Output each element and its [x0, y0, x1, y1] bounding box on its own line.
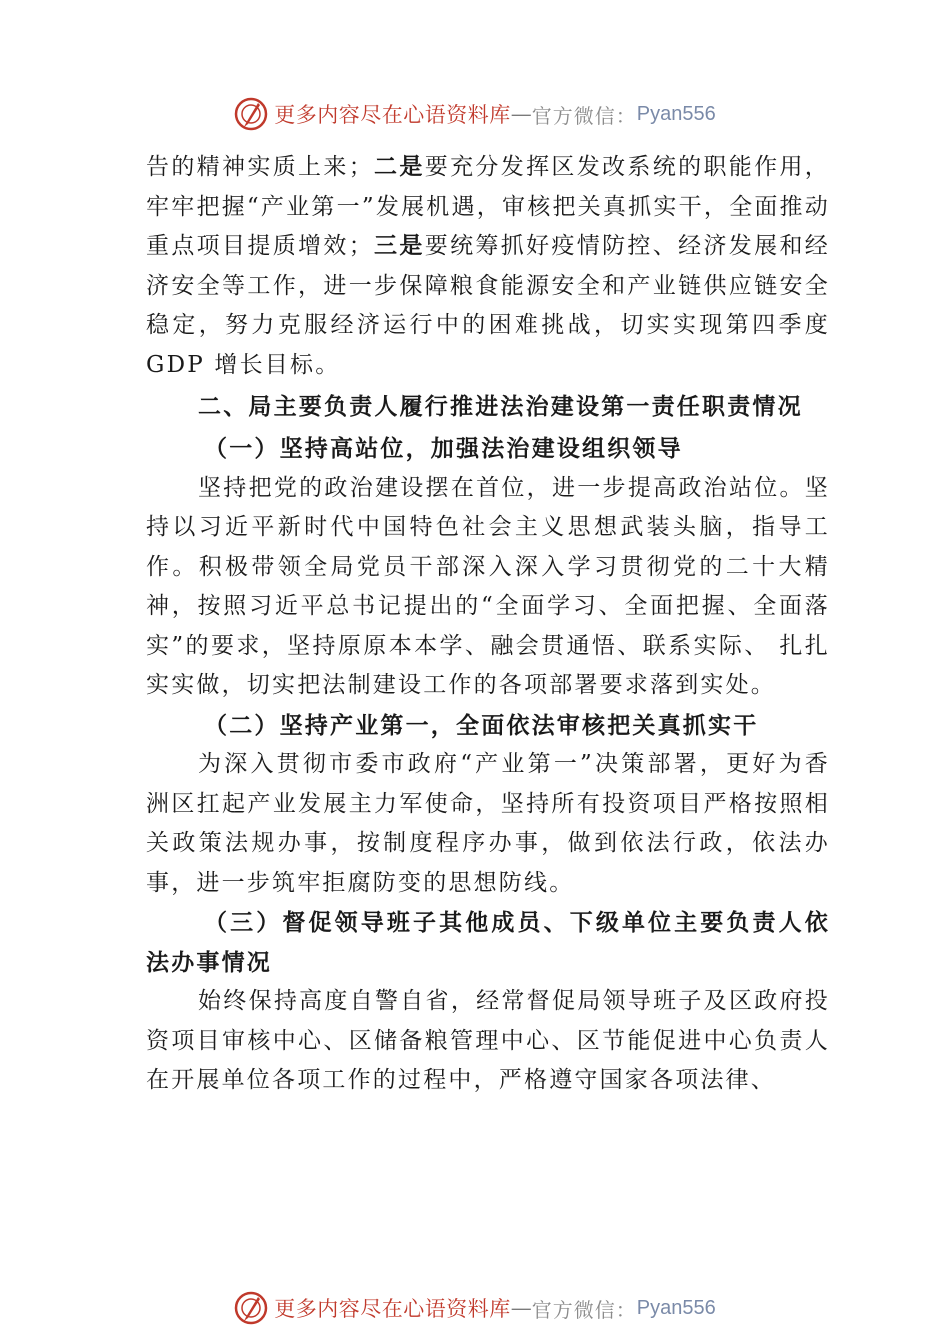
watermark-wechat-id: Pyan556 — [636, 1296, 716, 1319]
pen-logo-icon — [234, 1291, 268, 1325]
bold-marker-third: 三是 — [373, 233, 425, 259]
subsection-paragraph-3: 始终保持高度自警自省，经常督促局领导班子及区政府投资项目审核中心、区储备粮管理中心、区节能促进中心负责人在开展单位各项工作的过程中，严格遵守国家各项法律、 — [146, 988, 830, 1093]
watermark-banner-top — [0, 94, 950, 134]
subsection-paragraph-1: 坚持把党的政治建设摆在首位，进一步提高政治站位。坚持以习近平新时代中国特色社会主义思想武装头脑，指导工作。积极带领全局党员干部深入深入学习贯彻党的二十大精神，按照习近平总书记提出的“全面学习、全面把握、全面落实”的要求，坚持原原本本学、融会贯通悟、联系实际、 扎扎实实做，切实把法制建设工作的各项部署要求落到实处。 — [146, 474, 830, 698]
watermark-wechat-id: Pyan556 — [636, 102, 716, 125]
watermark-banner-bottom — [0, 1288, 950, 1328]
subsection-heading-1: （一）坚持高站位，加强法治建设组织领导 — [204, 435, 683, 462]
pen-logo-icon — [234, 97, 268, 131]
watermark-separator: — — [510, 102, 532, 126]
paragraph-intro: 告的精神实质上来；二是要充分发挥区发改系统的职能作用，牢牢把握“产业第一”发展机遇，审核把关真抓实干，全面推动重点项目提质增效；三是要统筹抓好疫情防控、经济发展和经济安全等工作，进一步保障粮食能源安全和产业链供应链安全稳定，努力克服经济运行中的困难挑战，切实实现第四季度 GDP 增长目标。 — [146, 154, 830, 378]
watermark-site-name: 更多内容尽在心语资料库 — [274, 1297, 511, 1321]
watermark-site-name: 更多内容尽在心语资料库 — [274, 103, 511, 127]
subsection-paragraph-2: 为深入贯彻市委市政府“产业第一”决策部署，更好为香洲区扛起产业发展主力军使命，坚持所有投资项目严格按照相关政策法规办事，按制度程序办事，做到依法行政，依法办事，进一步筑牢拒腐防变的思想防线。 — [146, 751, 830, 896]
watermark-contact-label: 官方微信： — [531, 103, 637, 128]
watermark-separator: — — [510, 1296, 532, 1320]
section-heading: 二、局主要负责人履行推进法治建设第一责任职责情况 — [198, 394, 803, 420]
subsection-heading-3: （三）督促领导班子其他成员、下级单位主要负责人依法办事情况 — [146, 909, 830, 976]
subsection-heading-2: （二）坚持产业第一，全面依法审核把关真抓实干 — [204, 711, 759, 739]
watermark-contact-label: 官方微信： — [531, 1297, 637, 1322]
bold-marker-second: 二是 — [373, 154, 425, 180]
document-body — [146, 148, 830, 1101]
